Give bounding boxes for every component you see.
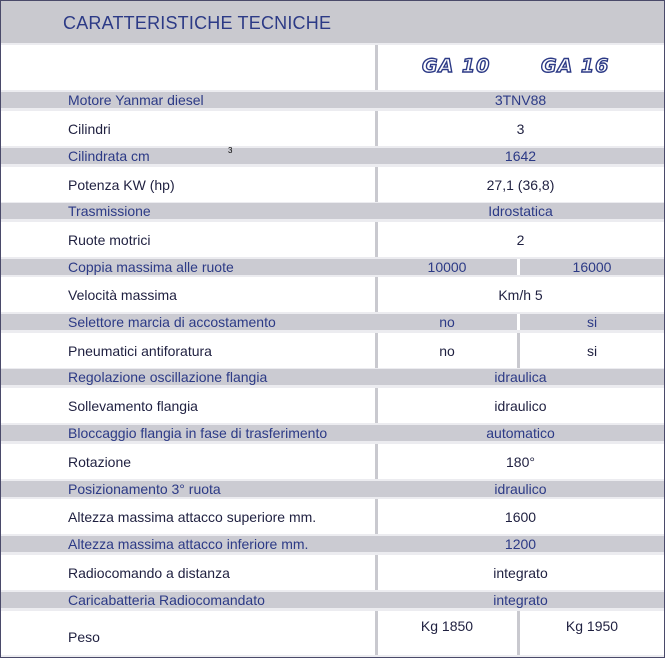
column-divider <box>517 259 520 275</box>
table-row <box>1 148 664 164</box>
row-value: 1642 <box>504 148 537 164</box>
row-value: integrato <box>493 565 548 581</box>
table-row <box>1 444 664 479</box>
table-row <box>1 314 664 330</box>
row-label: Regolazione oscillazione flangia <box>68 369 268 385</box>
column-divider <box>517 333 520 368</box>
table-row <box>1 203 664 219</box>
row-value: idraulico <box>494 398 547 414</box>
model-header-row <box>1 45 664 90</box>
table-row <box>1 277 664 312</box>
table-row <box>1 369 664 385</box>
row-label: Trasmissione <box>68 203 151 219</box>
title-bar <box>1 1 664 43</box>
table-row <box>1 425 664 441</box>
table-row <box>1 111 664 146</box>
table-row <box>1 388 664 423</box>
row-label: Pneumatici antiforatura <box>68 343 212 359</box>
row-label: Bloccaggio flangia in fase di trasferimento <box>68 425 328 441</box>
column-divider <box>375 333 378 368</box>
column-divider <box>375 277 378 312</box>
row-label: Posizionamento 3° ruota <box>68 481 221 497</box>
model-ga10-logo: GA 10 <box>422 55 491 77</box>
row-value-ga16: 16000 <box>572 259 612 275</box>
row-value: 3TNV88 <box>494 92 547 108</box>
row-label: Selettore marcia di accostamento <box>68 314 276 330</box>
row-value: 2 <box>516 232 525 248</box>
row-label: Rotazione <box>68 454 132 470</box>
column-divider <box>517 611 520 655</box>
column-divider <box>375 45 378 90</box>
table-row <box>1 259 664 275</box>
column-divider <box>375 388 378 423</box>
table-row <box>1 222 664 257</box>
column-divider <box>375 444 378 479</box>
row-label: Caricabatteria Radiocomandato <box>68 592 265 608</box>
row-value-ga10: no <box>439 343 455 359</box>
row-value-ga16: si <box>586 343 598 359</box>
row-value: 27,1 (36,8) <box>486 177 555 193</box>
row-value: Km/h 5 <box>498 287 543 303</box>
row-value-ga10: 10000 <box>427 259 467 275</box>
row-value: 1200 <box>504 536 537 552</box>
row-label: Velocità massima <box>68 287 177 303</box>
row-value: Idrostatica <box>488 203 553 219</box>
row-value: 1600 <box>504 509 537 525</box>
column-divider <box>375 167 378 202</box>
table-row <box>1 92 664 108</box>
table-row <box>1 555 664 590</box>
row-value-ga10: Kg 1850 <box>420 618 474 634</box>
row-label: Radiocomando a distanza <box>68 565 230 581</box>
column-divider <box>375 611 378 655</box>
column-divider <box>375 111 378 146</box>
table-row <box>1 499 664 534</box>
row-label-superscript: 3 <box>228 146 233 155</box>
row-label: Cilindri <box>68 121 111 137</box>
row-value: idraulico <box>494 481 547 497</box>
row-label: Cilindrata cm <box>68 148 150 164</box>
column-divider <box>375 222 378 257</box>
row-value-ga10: no <box>439 314 455 330</box>
row-value: 3 <box>516 121 525 137</box>
row-label: Sollevamento flangia <box>68 398 198 414</box>
table-row <box>1 167 664 202</box>
row-value-ga16: Kg 1950 <box>565 618 619 634</box>
row-label: Coppia massima alle ruote <box>68 259 234 275</box>
table-row <box>1 611 664 655</box>
row-value: automatico <box>486 425 555 441</box>
row-value: 180° <box>506 454 535 470</box>
row-label: Potenza KW (hp) <box>68 177 175 193</box>
table-title: CARATTERISTICHE TECNICHE <box>63 13 332 33</box>
table-row <box>1 481 664 497</box>
table-row <box>1 536 664 552</box>
row-value-ga16: si <box>586 314 598 330</box>
column-divider <box>375 499 378 534</box>
row-label: Motore Yanmar diesel <box>68 92 204 108</box>
column-divider <box>375 555 378 590</box>
model-ga16-logo: GA 16 <box>541 55 610 77</box>
row-label: Altezza massima attacco superiore mm. <box>68 509 317 525</box>
row-label: Altezza massima attacco inferiore mm. <box>68 536 309 552</box>
row-label: Ruote motrici <box>68 232 151 248</box>
row-value: integrato <box>493 592 548 608</box>
column-divider <box>517 314 520 330</box>
table-row <box>1 592 664 608</box>
row-value: idraulica <box>494 369 547 385</box>
table-row <box>1 333 664 368</box>
row-label: Peso <box>68 629 100 645</box>
